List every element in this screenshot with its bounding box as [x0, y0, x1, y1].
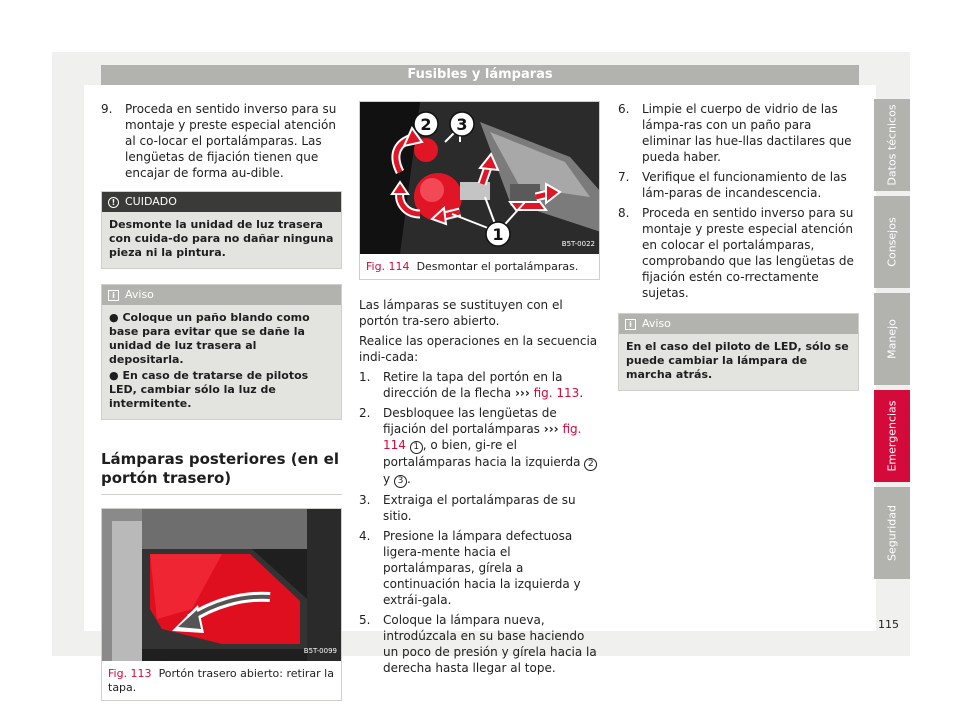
notice-box-led	[618, 313, 859, 391]
step-4: 4. Presione la lámpara defectuosa ligera-mente hacia el portalámparas, gírela a continuación hacia la izquierda y extrái-gala.	[359, 529, 581, 607]
fig-114-link[interactable]: fig. 114	[383, 422, 582, 452]
left-column	[101, 101, 342, 701]
notice-box	[101, 284, 342, 420]
tab-datos-tecnicos[interactable]: Datos técnicos	[874, 99, 910, 191]
caution-box	[101, 191, 342, 269]
section-heading: Lámparas posteriores (en el portón trasero)	[101, 450, 342, 495]
marker-2: 2	[420, 115, 432, 134]
step-9: 9. Proceda en sentido inverso para su montaje y preste especial atención al co-locar el portalámparas. Las lengüetas de fijación tienen que encajar de forma au-dible.	[101, 102, 337, 180]
tab-emergencias[interactable]: Emergencias	[874, 390, 910, 482]
step-2: 2. Desbloquee las lengüetas de fijación del portalámparas ››› fig. 114 1 , o bien, gi-re el portalámparas hacia la izquierda 2 y 3 .	[359, 405, 600, 488]
info-icon: i	[625, 319, 636, 330]
tab-seguridad[interactable]: Seguridad	[874, 487, 910, 579]
callout-3: 3	[394, 475, 407, 488]
lamp-holder-illustration	[360, 102, 599, 254]
lamp-holder-photo	[360, 102, 599, 254]
notice-bullet: ● En caso de tratarse de pilotos LED, cambiar sólo la luz de intermitente.	[109, 369, 309, 410]
caution-header: ! CUIDADO	[102, 192, 341, 212]
figure-113-caption: Fig. 113 Portón trasero abierto: retirar la tapa.	[108, 667, 334, 694]
section-header: Fusibles y lámparas	[101, 65, 859, 85]
step-1: 1. Retire la tapa del portón en la dirección de la flecha ››› fig. 113.	[359, 370, 584, 400]
step-8: 8. Proceda en sentido inverso para su montaje y preste especial atención en colocar el portalámparas, comprobando que las lengüetas de fijación estén co-rrectamente sujetas.	[618, 206, 854, 300]
middle-column	[359, 101, 600, 680]
callout-1: 1	[410, 441, 423, 454]
figure-114	[359, 101, 600, 280]
tailgate-illustration	[102, 509, 341, 661]
marker-1: 1	[492, 225, 504, 244]
tailgate-photo	[102, 509, 341, 661]
notice-text: En el caso del piloto de LED, sólo se puede cambiar la lámpara de marcha atrás.	[619, 334, 858, 390]
page-number: 115	[878, 618, 899, 631]
tab-consejos[interactable]: Consejos	[874, 196, 910, 288]
notice-header: i Aviso	[102, 285, 341, 305]
callout-2: 2	[584, 458, 597, 471]
fig-113-link[interactable]: fig. 113	[533, 386, 580, 400]
marker-3: 3	[456, 115, 468, 134]
intro-text: Las lámparas se sustituyen con el portón tra-sero abierto.	[359, 298, 563, 328]
figure-114-caption: Fig. 114 Desmontar el portalámparas.	[366, 260, 579, 273]
image-code: B5T-0022	[561, 240, 595, 248]
notice-header: i Aviso	[619, 314, 858, 334]
info-icon: i	[108, 290, 119, 301]
step-7: 7. Verifique el funcionamiento de las lám-paras de incandescencia.	[618, 170, 847, 200]
right-column	[618, 101, 859, 391]
step-5: 5. Coloque la lámpara nueva, introdúzcala en su base haciendo un poco de presión y gírela hacia la derecha hasta llegar al tope.	[359, 613, 597, 675]
tab-manejo[interactable]: Manejo	[874, 293, 910, 385]
caution-text: Desmonte la unidad de luz trasera con cuida-do para no dañar ninguna pieza ni la pintura.	[102, 212, 341, 268]
notice-body	[102, 305, 341, 419]
figure-113	[101, 508, 342, 701]
step-3: 3. Extraiga el portalámparas de su sitio.	[359, 493, 576, 523]
warning-icon: !	[108, 197, 119, 208]
notice-bullet: ● Coloque un paño blando como base para evitar que se dañe la unidad de luz trasera al depositarla.	[109, 311, 310, 366]
intro-text: Realice las operaciones en la secuencia indi-cada:	[359, 334, 598, 364]
step-6: 6. Limpie el cuerpo de vidrio de las lámpa-ras con un paño para eliminar las hue-llas dactilares que pueda haber.	[618, 102, 852, 164]
image-code: B5T-0099	[303, 647, 337, 655]
